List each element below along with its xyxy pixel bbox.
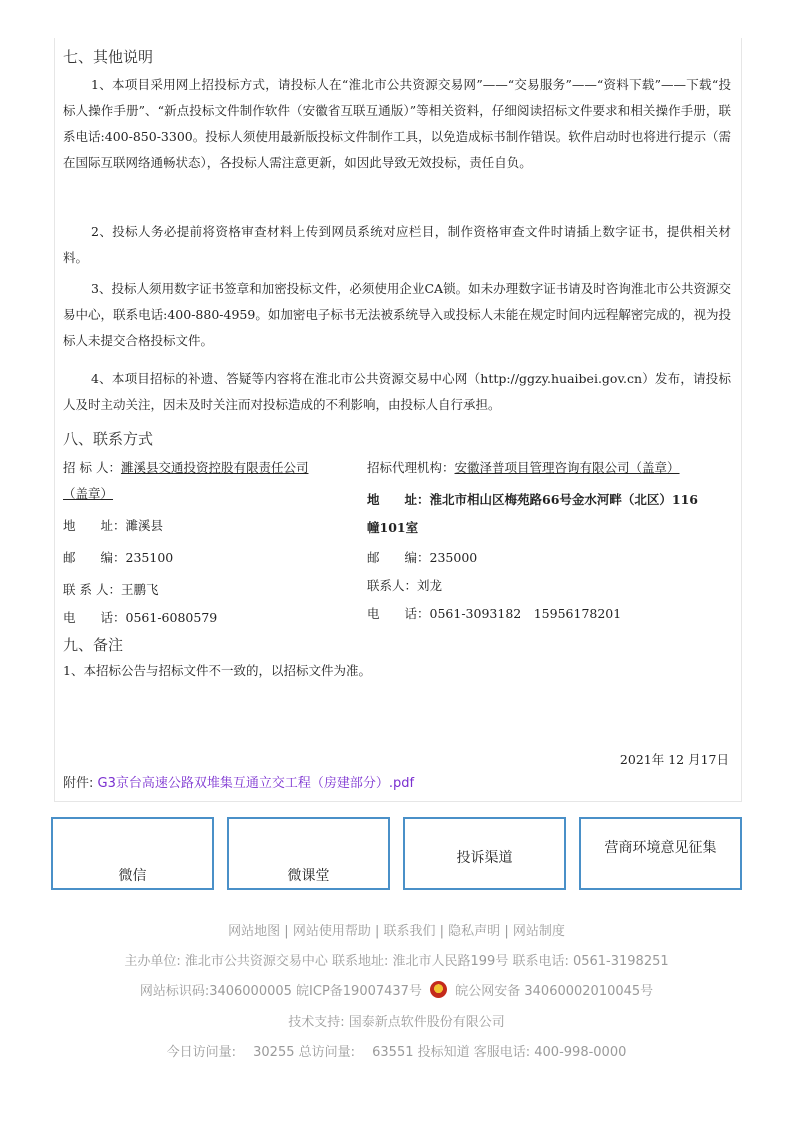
zip-label: 邮 编： [367, 550, 430, 565]
police-badge-icon [430, 981, 447, 998]
attachment-link[interactable]: G3京台高速公路双堆集互通立交工程（房建部分）.pdf [97, 776, 415, 791]
footer-separator: | [374, 924, 384, 939]
footer-link-rules[interactable]: 网站制度 [512, 924, 565, 939]
agency-phone-row [367, 604, 621, 622]
footer-police-record[interactable]: 皖公网安备 34060002010045号 [455, 984, 654, 999]
footer-registration [0, 980, 793, 999]
complaint-channel-label: 投诉渠道 [456, 850, 513, 866]
micro-class-button[interactable] [227, 817, 390, 890]
wechat-label: 微信 [118, 868, 147, 884]
agency-name: 安徽泽普项目管理咨询有限公司（盖章） [454, 460, 680, 475]
agency-address-line-2: 幢101室 [367, 520, 419, 535]
address-label: 地 址： [367, 492, 430, 507]
tenderer-seal: （盖章） [63, 486, 114, 501]
complaint-channel-button[interactable] [403, 817, 566, 890]
footer-host-info: 主办单位: 淮北市公共资源交易中心 联系地址: 淮北市人民路199号 联系电话: 0561-3198251 [124, 954, 669, 969]
wechat-button[interactable] [51, 817, 214, 890]
tenderer-row [63, 458, 308, 476]
agency-zip-row [367, 548, 477, 566]
agency-label: 招标代理机构： [367, 460, 455, 475]
zip-label: 邮 编： [63, 550, 126, 565]
tenderer-address: 濉溪县 [125, 518, 164, 533]
attachment-row [63, 772, 414, 791]
micro-class-label: 微课堂 [287, 868, 330, 884]
footer-separator: | [439, 924, 449, 939]
section-7-paragraph-3: 3、投标人须用数字证书签章和加密投标文件，必须使用企业CA锁。如未办理数字证书请及时咨询淮北市公共资源交易中心，联系电话:400-880-4959。如加密电子标书无法被系统导入或投标人未能在规定时间内远程解密完成的，视为投标人未提交合格投标文件。 [63, 281, 731, 348]
section-7-title: 七、其他说明 [63, 48, 154, 66]
footer-site-id: 网站标识码:3406000005 皖ICP备19007437号 [139, 984, 422, 999]
contact-label: 联系人： [367, 578, 418, 593]
agency-phone: 0561-3093182 15956178201 [429, 606, 622, 621]
publish-date: 2021年 12 月17日 [619, 752, 729, 767]
footer-link-privacy[interactable]: 隐私声明 [448, 924, 501, 939]
tenderer-phone: 0561-6080579 [125, 610, 218, 625]
business-feedback-label: 营商环境意见征集 [604, 840, 717, 856]
section-7-paragraph-1: 1、本项目采用网上招投标方式，请投标人在“淮北市公共资源交易网”——“交易服务”——“资料下载”——下载“投标人操作手册”、“新点投标文件制作软件（安徽省互联互通版）”等相关资料，仔细阅读招标文件要求和相关操作手册，联系电话:400-850-3300。投标人须使用最新版投标文件制作工具，以免造成标书制作错误。软件启动时也将进行提示（需在国际互联网络通畅状态），各投标人需注意更新，如因此导致无效投标，责任自负。 [63, 77, 731, 170]
footer-separator: | [504, 924, 513, 939]
tenderer-address-row [63, 516, 163, 534]
agency-contact-row [367, 576, 442, 594]
tenderer-contact-row [63, 580, 158, 598]
agency-zip: 235000 [429, 550, 478, 565]
section-7-paragraph-2: 2、投标人务必提前将资格审查材料上传到网员系统对应栏目，制作资格审查文件时请插上数字证书，提供相关材料。 [63, 224, 731, 265]
section-8-title: 八、联系方式 [63, 430, 154, 448]
contact-label: 联 系 人： [63, 582, 121, 597]
footer-link-help[interactable]: 网站使用帮助 [292, 924, 371, 939]
section-9-paragraph-1: 1、本招标公告与招标文件不一致的，以招标文件为准。 [63, 663, 371, 678]
section-7-paragraph-4: 4、本项目招标的补遗、答疑等内容将在淮北市公共资源交易中心网（http://ggzy.huaibei.gov.cn）发布，请投标人及时主动关注，因未及时关注而对投标造成的不利影响，由投标人自行承担。 [63, 371, 731, 412]
footer-links [0, 920, 793, 939]
tenderer-contact: 王鹏飞 [120, 582, 159, 597]
footer-tech-support: 技术支持: 国泰新点软件股份有限公司 [288, 1015, 505, 1030]
footer-stats: 今日访问量: 30255 总访问量: 63551 投标知道 客服电话: 400-998-0000 [166, 1045, 627, 1060]
footer-separator: | [284, 924, 293, 939]
phone-label: 电 话： [367, 606, 430, 621]
phone-label: 电 话： [63, 610, 126, 625]
agency-address-line-1: 淮北市相山区梅苑路66号金水河畔（北区）116 [429, 492, 699, 507]
footer-link-sitemap[interactable]: 网站地图 [228, 924, 281, 939]
address-label: 地 址： [63, 518, 126, 533]
announcement-body [54, 38, 742, 802]
tenderer-label: 招 标 人： [63, 460, 121, 475]
business-feedback-button[interactable] [579, 817, 742, 890]
attachment-label: 附件: [63, 776, 94, 791]
agency-row [367, 458, 680, 476]
tenderer-name: 濉溪县交通投资控股有限责任公司 [120, 460, 309, 475]
tenderer-phone-row [63, 608, 217, 626]
tenderer-zip: 235100 [125, 550, 174, 565]
agency-address-row [367, 490, 698, 508]
tenderer-zip-row [63, 548, 173, 566]
section-9-title: 九、备注 [63, 636, 124, 654]
agency-contact: 刘龙 [417, 578, 443, 593]
footer-link-contact[interactable]: 联系我们 [383, 924, 436, 939]
